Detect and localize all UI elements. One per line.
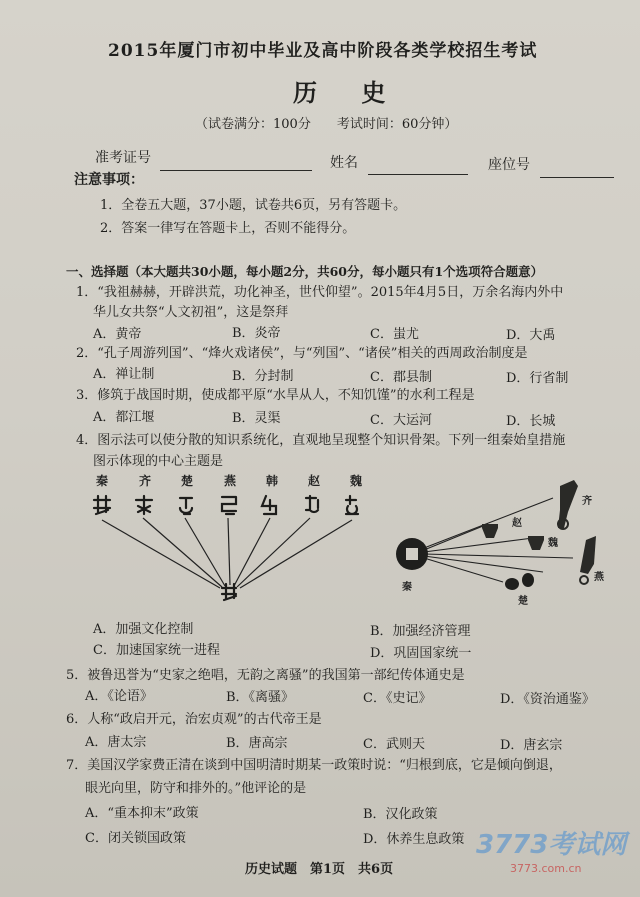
section-heading: 一、选择题（本大题共30小题，每小题2分，共60分，每小题只有1个选项符合题意） bbox=[66, 264, 544, 279]
q5-option-b[interactable]: B．《离骚》 bbox=[226, 690, 295, 705]
seat-field[interactable] bbox=[540, 177, 614, 178]
q7-option-d[interactable]: D．休养生息政策 bbox=[363, 832, 465, 847]
q2-option-a[interactable]: A．禅让制 bbox=[93, 367, 155, 382]
knife-coin-icon bbox=[558, 480, 578, 529]
note-1: 1．全卷五大题，37小题，试卷共6页，另有答题卡。 bbox=[100, 198, 407, 213]
coin-label-qi: 齐 bbox=[582, 496, 592, 507]
q3-option-b[interactable]: B．灵渠 bbox=[232, 411, 281, 426]
q4-stem: 4．图示法可以使分散的知识系统化，直观地呈现整个知识骨架。下列一组秦始皇措施 bbox=[76, 433, 566, 448]
q1-option-d[interactable]: D．大禹 bbox=[506, 328, 556, 343]
q7-option-b[interactable]: B．汉化政策 bbox=[363, 807, 438, 822]
q1-option-b[interactable]: B．炎帝 bbox=[232, 326, 281, 341]
seal-glyph-unified-icon bbox=[222, 584, 236, 600]
q4-option-a[interactable]: A．加强文化控制 bbox=[93, 622, 194, 637]
state-label-qi: 齐 bbox=[138, 474, 152, 488]
exam-title: 2015年厦门市初中毕业及高中阶段各类学校招生考试 bbox=[108, 41, 538, 61]
q2-option-c[interactable]: C．郡县制 bbox=[370, 370, 432, 385]
score-time: （试卷满分：100分 考试时间：60分钟） bbox=[195, 117, 458, 132]
seal-glyph-han-icon bbox=[262, 496, 276, 514]
q1-option-a[interactable]: A．黄帝 bbox=[93, 327, 142, 342]
seal-glyph-wei-icon bbox=[346, 496, 358, 514]
page-footer: 历史试题 第1页 共6页 bbox=[245, 862, 394, 877]
state-label-qin: 秦 bbox=[95, 474, 109, 488]
q7-stem-2: 眼光向里，防守和排外的。”他评论的是 bbox=[85, 781, 307, 796]
subject-title: 历 史 bbox=[293, 78, 404, 107]
name-field[interactable] bbox=[368, 174, 468, 175]
ant-nose-coin-icon bbox=[505, 573, 534, 590]
q5-stem: 5．被鲁迅誉为“史家之绝唱，无韵之离骚”的我国第一部纪传体通史是 bbox=[66, 668, 465, 683]
q5-option-c[interactable]: C．《史记》 bbox=[363, 691, 432, 706]
watermark-url: 3773.com.cn bbox=[510, 862, 582, 875]
q4-option-d[interactable]: D．巩固国家统一 bbox=[370, 646, 472, 661]
coin-label-yan: 燕 bbox=[594, 572, 604, 583]
q1-stem-2: 华儿女共祭“人文初祖”，这是祭拜 bbox=[93, 305, 289, 320]
currency-unification-figure bbox=[388, 478, 608, 608]
seal-glyph-chu-icon bbox=[180, 498, 192, 514]
seal-glyph-qin-icon bbox=[94, 496, 110, 514]
q5-option-a[interactable]: A．《论语》 bbox=[85, 689, 153, 704]
q6-option-d[interactable]: D．唐玄宗 bbox=[500, 738, 563, 753]
spade-coin-zhao-icon bbox=[482, 524, 498, 538]
seal-glyph-qi-icon bbox=[136, 496, 152, 514]
spade-coin-wei-icon bbox=[528, 536, 544, 550]
watermark-brand: 3773考试网 bbox=[476, 830, 627, 860]
q4-option-c[interactable]: C．加速国家统一进程 bbox=[93, 643, 220, 658]
seat-label: 座位号 bbox=[488, 157, 530, 173]
note-2: 2．答案一律写在答题卡上，否则不能得分。 bbox=[100, 221, 356, 236]
ban-liang-coin-icon bbox=[396, 538, 428, 570]
q3-option-a[interactable]: A．都江堰 bbox=[93, 410, 155, 425]
q6-option-a[interactable]: A．唐太宗 bbox=[85, 735, 147, 750]
exam-id-field[interactable] bbox=[160, 170, 312, 171]
state-label-yan: 燕 bbox=[223, 474, 237, 488]
seal-glyph-yan-icon bbox=[222, 497, 236, 514]
coin-label-qin: 秦 bbox=[402, 582, 412, 593]
q3-option-c[interactable]: C．大运河 bbox=[370, 413, 432, 428]
q4-option-b[interactable]: B．加强经济管理 bbox=[370, 624, 471, 639]
q6-stem: 6．人称“政启开元，治宏贞观”的古代帝王是 bbox=[66, 712, 322, 727]
exam-id-label: 准考证号 bbox=[95, 150, 151, 166]
q7-option-c[interactable]: C．闭关锁国政策 bbox=[85, 831, 186, 846]
seal-glyph-zhao-icon bbox=[306, 496, 318, 512]
script-unification-figure bbox=[80, 470, 390, 610]
q6-option-b[interactable]: B．唐高宗 bbox=[226, 736, 288, 751]
q2-option-b[interactable]: B．分封制 bbox=[232, 369, 294, 384]
q1-option-c[interactable]: C．蚩尤 bbox=[370, 327, 419, 342]
state-label-han: 韩 bbox=[265, 474, 279, 488]
state-label-chu: 楚 bbox=[180, 474, 194, 488]
q7-stem: 7．美国汉学家费正清在谈到中国明清时期某一政策时说：“归根到底，它是倾向倒退， bbox=[66, 758, 562, 773]
coin-label-zhao: 赵 bbox=[512, 518, 522, 529]
name-label: 姓名 bbox=[330, 155, 358, 171]
q3-stem: 3．修筑于战国时期，使成都平原“水旱从人，不知饥馑”的水利工程是 bbox=[76, 388, 475, 403]
q4-stem-2: 图示体现的中心主题是 bbox=[93, 454, 224, 469]
q1-stem: 1．“我祖赫赫，开辟洪荒，功化神圣，世代仰望”。2015年4月5日，万余名海内外中 bbox=[76, 285, 564, 300]
q6-option-c[interactable]: C．武则天 bbox=[363, 737, 425, 752]
state-label-wei: 魏 bbox=[349, 474, 363, 488]
q2-stem: 2．“孔子周游列国”、“烽火戏诸侯”，与“列国”、“诸侯”相关的西周政治制度是 bbox=[76, 346, 528, 361]
q2-option-d[interactable]: D．行省制 bbox=[506, 371, 569, 386]
notes-title: 注意事项： bbox=[74, 172, 144, 188]
q3-option-d[interactable]: D．长城 bbox=[506, 414, 556, 429]
q5-option-d[interactable]: D．《资治通鉴》 bbox=[500, 692, 595, 707]
coin-label-chu: 楚 bbox=[518, 596, 528, 607]
state-label-zhao: 赵 bbox=[307, 474, 321, 488]
coin-label-wei: 魏 bbox=[548, 538, 558, 549]
q7-option-a[interactable]: A．“重本抑末”政策 bbox=[85, 806, 199, 821]
